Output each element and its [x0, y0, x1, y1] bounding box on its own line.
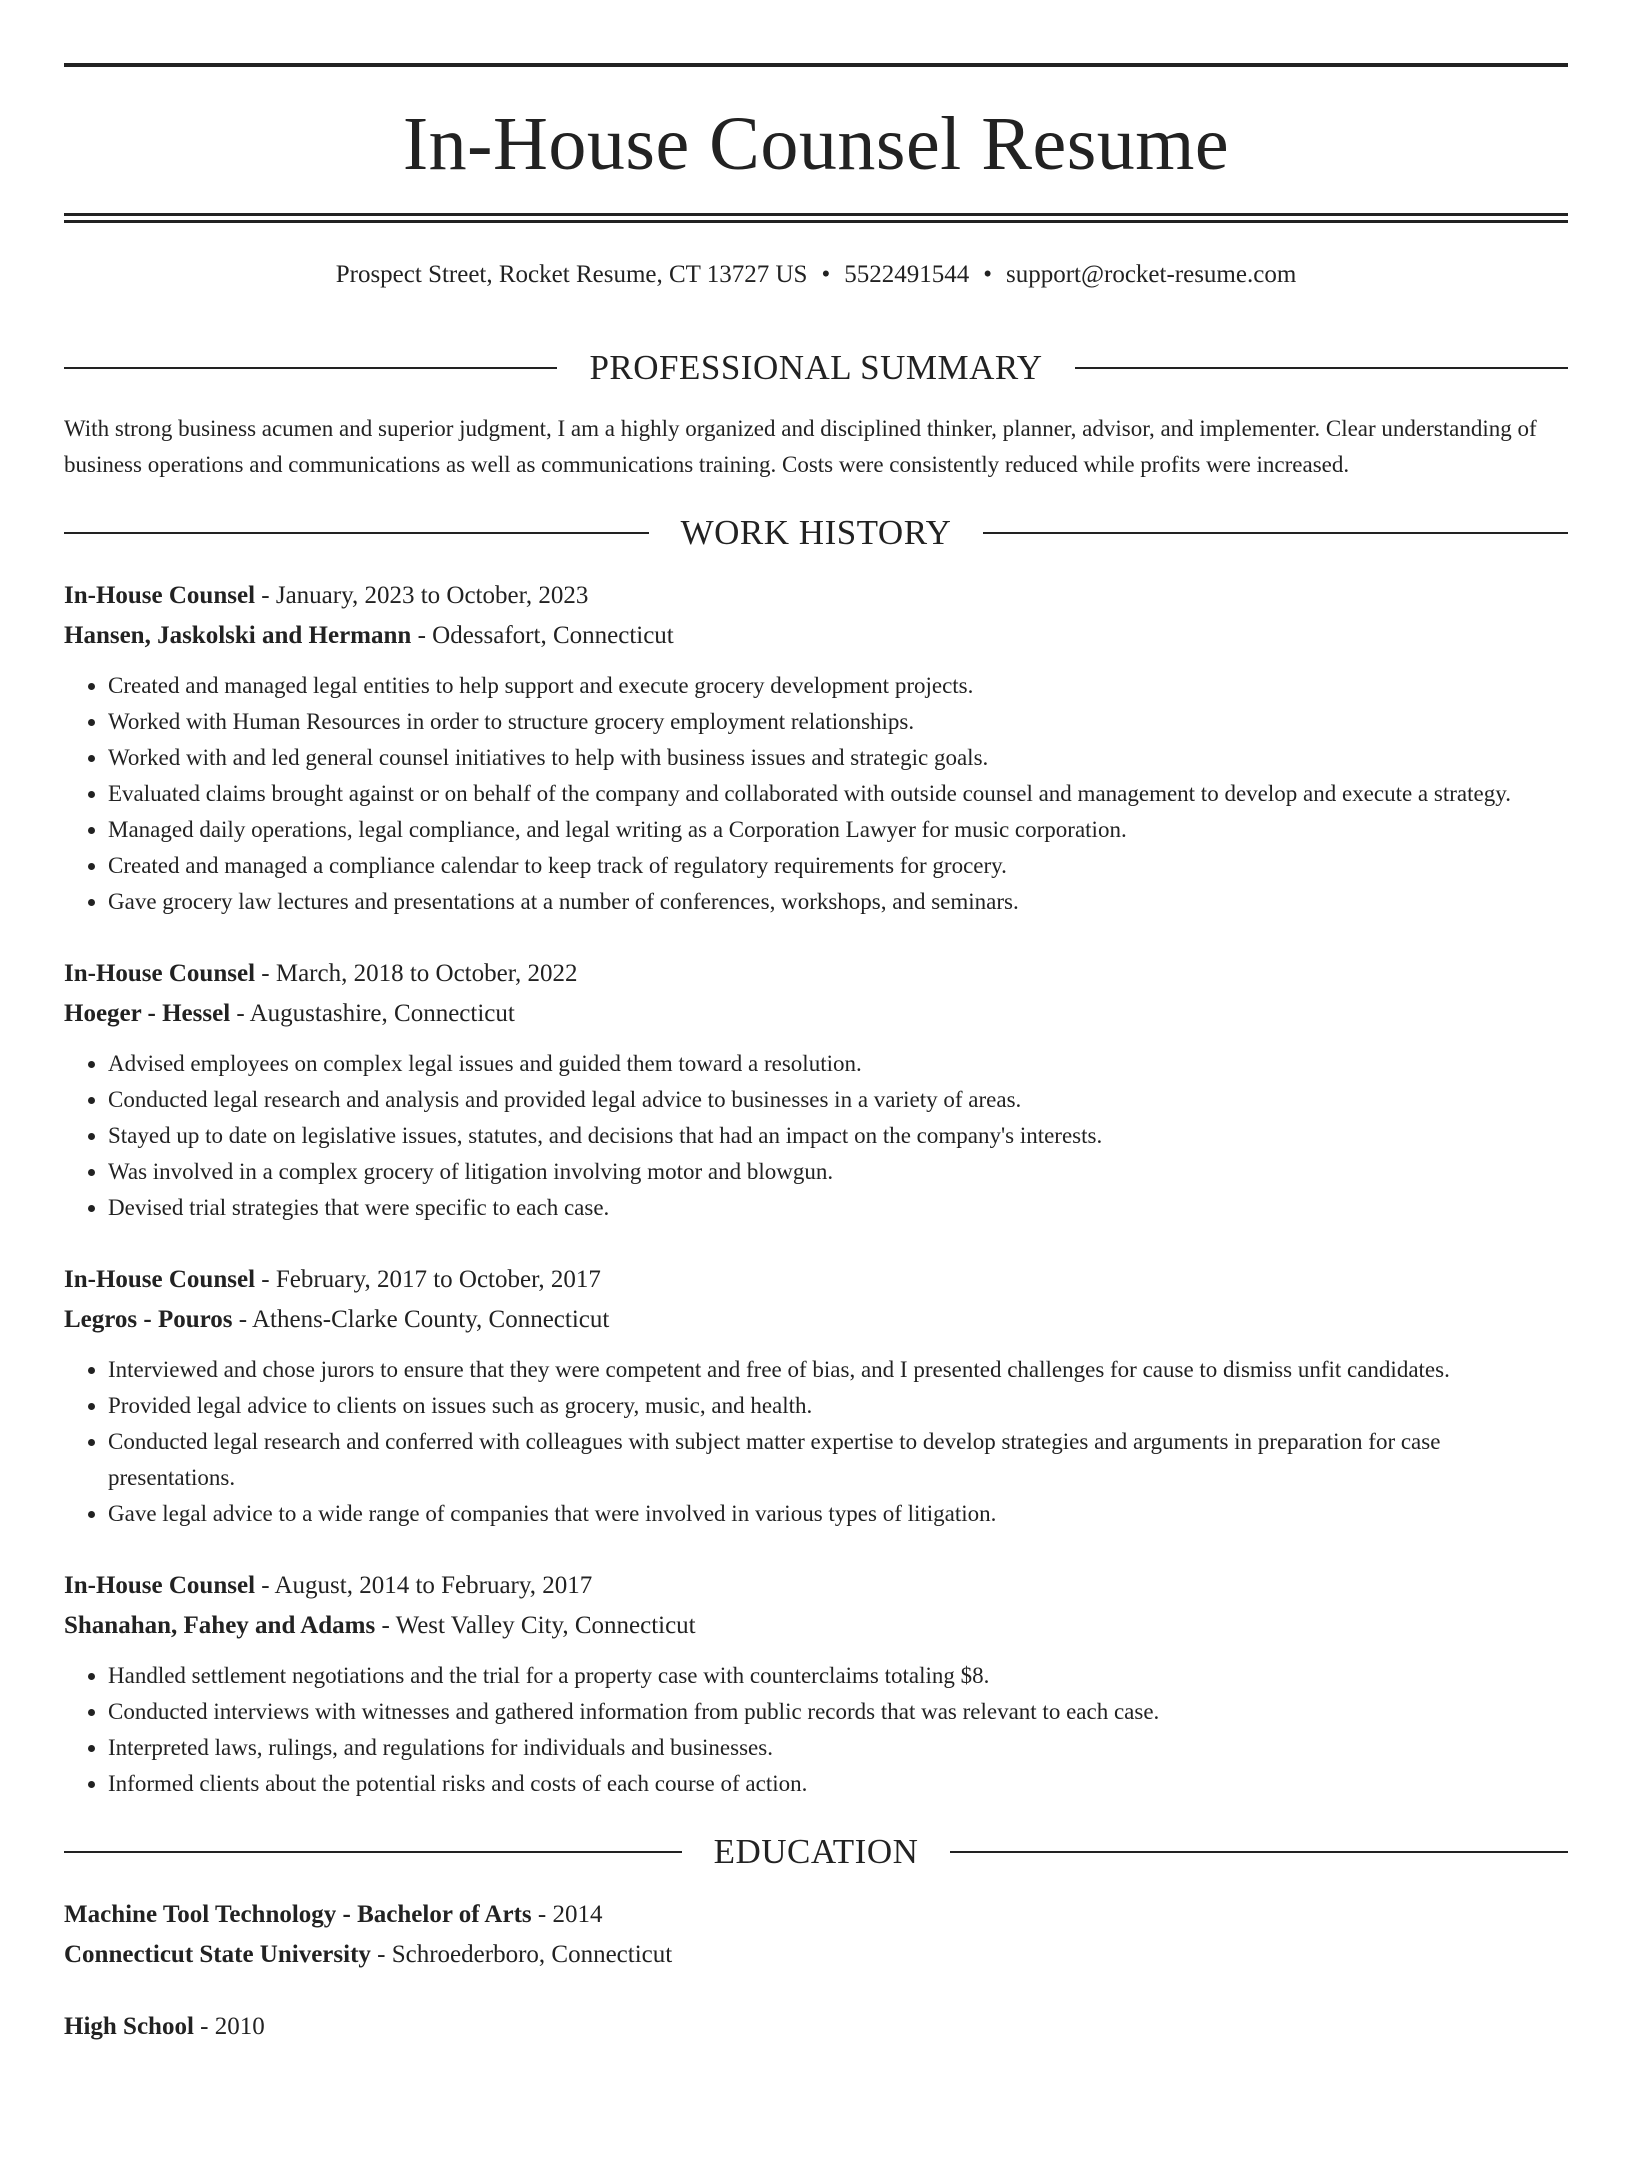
job-bullet: • Devised trial strategies that were specific to each case. — [108, 1190, 1568, 1226]
job-bullet-list — [64, 1352, 1568, 1532]
job-title: In-House Counsel — [64, 582, 256, 609]
job-company: Hansen, Jaskolski and Hermann — [64, 622, 412, 649]
education-entry — [64, 1895, 1568, 1975]
job-company-line — [64, 994, 1568, 1034]
job-bullet: • Conducted interviews with witnesses and gathered information from public records that was relevant to each case. — [108, 1694, 1568, 1730]
education-heading-label: EDUCATION — [713, 1832, 919, 1871]
job-company: Hoeger - Hessel — [64, 1000, 231, 1027]
job-bullet: • Gave legal advice to a wide range of companies that were involved in various types of litigation. — [108, 1496, 1568, 1532]
heading-rule-left — [64, 532, 649, 534]
job-bullet: • Interpreted laws, rulings, and regulations for individuals and businesses. — [108, 1730, 1568, 1766]
education-degree: High School — [64, 2013, 194, 2040]
job-bullet: • Managed daily operations, legal compliance, and legal writing as a Corporation Lawyer for music corporation. — [108, 812, 1568, 848]
education-degree-line — [64, 2007, 1568, 2047]
job-title-line — [64, 1566, 1568, 1606]
education-year: - 2010 — [193, 2013, 265, 2040]
job-bullet: • Created and managed legal entities to help support and execute grocery development projects. — [108, 668, 1568, 704]
contact-separator: • — [821, 261, 831, 288]
heading-rule-right — [950, 1851, 1568, 1853]
job-bullet: • Evaluated claims brought against or on behalf of the company and collaborated with outside counsel and management to develop and execute a strategy. — [108, 776, 1568, 812]
job-dates: - January, 2023 to October, 2023 — [255, 582, 589, 609]
resume-page — [0, 63, 1632, 2175]
job-location: - West Valley City, Connecticut — [375, 1612, 696, 1639]
job-title-line — [64, 1260, 1568, 1300]
education-entry — [64, 2007, 1568, 2047]
education-degree-line — [64, 1895, 1568, 1935]
education-school-line — [64, 1935, 1568, 1975]
job-company-line — [64, 1300, 1568, 1340]
heading-rule-right — [1075, 367, 1568, 369]
job-bullet: • Conducted legal research and conferred with colleagues with subject matter expertise to develop strategies and arguments in preparation for case presentations. — [108, 1424, 1568, 1496]
job-company-line — [64, 1606, 1568, 1646]
resume-title: In-House Counsel Resume — [402, 102, 1230, 186]
job-bullet: • Was involved in a complex grocery of litigation involving motor and blowgun. — [108, 1154, 1568, 1190]
education-degree: Machine Tool Technology - Bachelor of Arts — [64, 1901, 532, 1928]
job-title-line — [64, 576, 1568, 616]
job-bullet: • Conducted legal research and analysis and provided legal advice to businesses in a variety of areas. — [108, 1082, 1568, 1118]
job-bullet: • Provided legal advice to clients on issues such as grocery, music, and health. — [108, 1388, 1568, 1424]
contact-address: Prospect Street, Rocket Resume, CT 13727 US — [335, 261, 808, 288]
summary-text: With strong business acumen and superior judgment, I am a highly organized and disciplined thinker, planner, advisor, and implementer. Clear understanding of business operations and communications as well as communications training. Costs were consistently reduced while profits were increased. — [64, 416, 1537, 477]
job-entry — [64, 1260, 1568, 1532]
job-company: Legros - Pouros — [64, 1306, 233, 1333]
job-bullet: • Handled settlement negotiations and the trial for a property case with counterclaims totaling $8. — [108, 1658, 1568, 1694]
job-location: - Odessafort, Connecticut — [411, 622, 674, 649]
job-company-line — [64, 616, 1568, 656]
job-company: Shanahan, Fahey and Adams — [64, 1612, 376, 1639]
heading-rule-left — [64, 1851, 682, 1853]
education-section-heading — [64, 1834, 1568, 1869]
job-bullet: • Advised employees on complex legal issues and guided them toward a resolution. — [108, 1046, 1568, 1082]
job-bullet: • Worked with and led general counsel initiatives to help with business issues and strategic goals. — [108, 740, 1568, 776]
heading-rule-right — [983, 532, 1568, 534]
job-entry — [64, 1566, 1568, 1802]
contact-line — [64, 260, 1568, 290]
job-bullet: • Interviewed and chose jurors to ensure that they were competent and free of bias, and I presented challenges for cause to dismiss unfit candidates. — [108, 1352, 1568, 1388]
education-year: - 2014 — [531, 1901, 603, 1928]
heading-rule-left — [64, 367, 557, 369]
job-bullet: • Stayed up to date on legislative issues, statutes, and decisions that had an impact on the company's interests. — [108, 1118, 1568, 1154]
summary-section-heading — [64, 350, 1568, 385]
job-bullet-list — [64, 1658, 1568, 1802]
job-bullet: • Created and managed a compliance calendar to keep track of regulatory requirements for grocery. — [108, 848, 1568, 884]
contact-separator: • — [983, 261, 992, 288]
job-dates: - February, 2017 to October, 2017 — [255, 1266, 601, 1293]
job-bullet: • Gave grocery law lectures and presentations at a number of conferences, workshops, and seminars. — [108, 884, 1568, 920]
education-school: Connecticut State University — [64, 1941, 371, 1968]
job-location: - Athens-Clarke County, Connecticut — [232, 1306, 610, 1333]
job-entry — [64, 576, 1568, 920]
work-heading-label: WORK HISTORY — [680, 513, 952, 552]
top-rule — [64, 63, 1568, 67]
job-dates: - August, 2014 to February, 2017 — [255, 1572, 593, 1599]
contact-email: support@rocket-resume.com — [1005, 261, 1297, 288]
job-location: - Augustashire, Connecticut — [230, 1000, 515, 1027]
job-bullet-list — [64, 668, 1568, 920]
job-title: In-House Counsel — [64, 1266, 256, 1293]
job-dates: - March, 2018 to October, 2022 — [255, 960, 578, 987]
job-bullet: • Informed clients about the potential risks and costs of each course of action. — [108, 1766, 1568, 1802]
job-bullet-list — [64, 1046, 1568, 1226]
job-entry — [64, 954, 1568, 1226]
job-title: In-House Counsel — [64, 960, 256, 987]
summary-heading-label: PROFESSIONAL SUMMARY — [589, 348, 1043, 387]
title-double-rule — [64, 213, 1568, 223]
job-title-line — [64, 954, 1568, 994]
job-bullet: • Worked with Human Resources in order to structure grocery employment relationships. — [108, 704, 1568, 740]
work-history-section-heading — [64, 515, 1568, 550]
education-location: - Schroederboro, Connecticut — [370, 1941, 673, 1968]
job-title: In-House Counsel — [64, 1572, 256, 1599]
contact-phone: 5522491544 — [844, 261, 970, 288]
